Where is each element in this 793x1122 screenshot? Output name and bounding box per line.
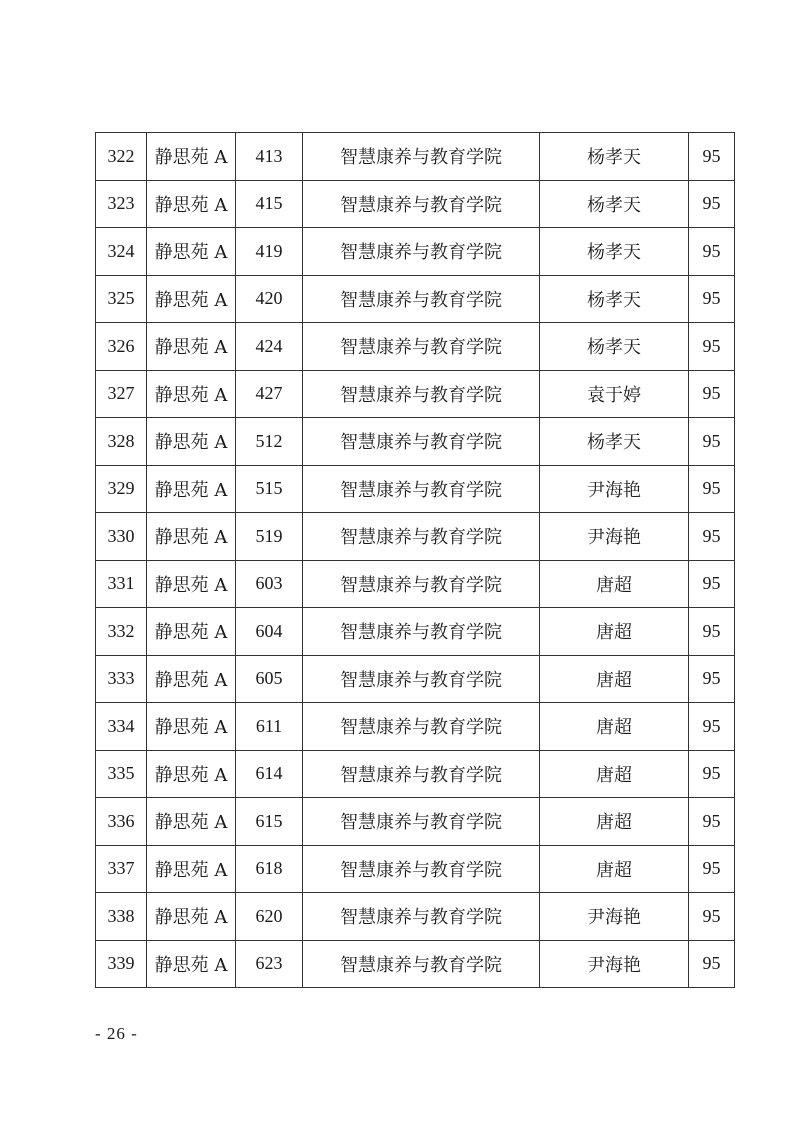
cell-college: 智慧康养与教育学院 xyxy=(303,228,540,276)
cell-counselor: 尹海艳 xyxy=(540,513,689,561)
table-row xyxy=(96,180,735,228)
cell-score: 95 xyxy=(689,750,735,798)
cell-building: 静思苑 A xyxy=(147,418,236,466)
cell-building: 静思苑 A xyxy=(147,370,236,418)
cell-serial-number: 328 xyxy=(96,418,147,466)
cell-room-number: 611 xyxy=(236,703,303,751)
cell-college: 智慧康养与教育学院 xyxy=(303,845,540,893)
cell-serial-number: 329 xyxy=(96,465,147,513)
cell-score: 95 xyxy=(689,180,735,228)
cell-building: 静思苑 A xyxy=(147,560,236,608)
cell-college: 智慧康养与教育学院 xyxy=(303,703,540,751)
cell-serial-number: 337 xyxy=(96,845,147,893)
cell-college: 智慧康养与教育学院 xyxy=(303,323,540,371)
cell-counselor: 唐超 xyxy=(540,845,689,893)
cell-room-number: 515 xyxy=(236,465,303,513)
cell-room-number: 413 xyxy=(236,133,303,181)
cell-room-number: 419 xyxy=(236,228,303,276)
cell-counselor: 杨孝天 xyxy=(540,323,689,371)
cell-score: 95 xyxy=(689,370,735,418)
cell-counselor: 杨孝天 xyxy=(540,133,689,181)
dormitory-score-table xyxy=(95,132,735,988)
cell-counselor: 杨孝天 xyxy=(540,275,689,323)
table-body xyxy=(96,133,735,988)
table-row xyxy=(96,940,735,988)
cell-room-number: 614 xyxy=(236,750,303,798)
cell-serial-number: 331 xyxy=(96,560,147,608)
cell-counselor: 杨孝天 xyxy=(540,418,689,466)
cell-counselor: 唐超 xyxy=(540,703,689,751)
cell-room-number: 605 xyxy=(236,655,303,703)
table-row xyxy=(96,418,735,466)
cell-room-number: 620 xyxy=(236,893,303,941)
cell-counselor: 尹海艳 xyxy=(540,465,689,513)
cell-building: 静思苑 A xyxy=(147,133,236,181)
cell-college: 智慧康养与教育学院 xyxy=(303,560,540,608)
cell-score: 95 xyxy=(689,940,735,988)
cell-room-number: 604 xyxy=(236,608,303,656)
cell-college: 智慧康养与教育学院 xyxy=(303,513,540,561)
cell-score: 95 xyxy=(689,655,735,703)
cell-college: 智慧康养与教育学院 xyxy=(303,180,540,228)
cell-room-number: 623 xyxy=(236,940,303,988)
cell-score: 95 xyxy=(689,893,735,941)
cell-serial-number: 335 xyxy=(96,750,147,798)
table-row xyxy=(96,370,735,418)
table-row xyxy=(96,608,735,656)
cell-serial-number: 336 xyxy=(96,798,147,846)
cell-building: 静思苑 A xyxy=(147,655,236,703)
cell-building: 静思苑 A xyxy=(147,703,236,751)
cell-room-number: 512 xyxy=(236,418,303,466)
cell-counselor: 杨孝天 xyxy=(540,228,689,276)
cell-counselor: 杨孝天 xyxy=(540,180,689,228)
cell-room-number: 618 xyxy=(236,845,303,893)
cell-serial-number: 327 xyxy=(96,370,147,418)
cell-college: 智慧康养与教育学院 xyxy=(303,798,540,846)
cell-building: 静思苑 A xyxy=(147,465,236,513)
cell-building: 静思苑 A xyxy=(147,513,236,561)
cell-serial-number: 322 xyxy=(96,133,147,181)
cell-serial-number: 332 xyxy=(96,608,147,656)
cell-college: 智慧康养与教育学院 xyxy=(303,893,540,941)
cell-room-number: 420 xyxy=(236,275,303,323)
cell-building: 静思苑 A xyxy=(147,275,236,323)
cell-college: 智慧康养与教育学院 xyxy=(303,275,540,323)
cell-counselor: 唐超 xyxy=(540,750,689,798)
cell-college: 智慧康养与教育学院 xyxy=(303,418,540,466)
table-row xyxy=(96,560,735,608)
cell-building: 静思苑 A xyxy=(147,608,236,656)
cell-counselor: 尹海艳 xyxy=(540,893,689,941)
table-row xyxy=(96,655,735,703)
table-row xyxy=(96,893,735,941)
cell-serial-number: 338 xyxy=(96,893,147,941)
cell-college: 智慧康养与教育学院 xyxy=(303,608,540,656)
cell-building: 静思苑 A xyxy=(147,845,236,893)
table-row xyxy=(96,513,735,561)
cell-score: 95 xyxy=(689,323,735,371)
cell-room-number: 519 xyxy=(236,513,303,561)
table-row xyxy=(96,845,735,893)
cell-score: 95 xyxy=(689,418,735,466)
cell-building: 静思苑 A xyxy=(147,323,236,371)
cell-serial-number: 324 xyxy=(96,228,147,276)
cell-counselor: 唐超 xyxy=(540,798,689,846)
cell-counselor: 袁于婷 xyxy=(540,370,689,418)
cell-building: 静思苑 A xyxy=(147,228,236,276)
cell-score: 95 xyxy=(689,845,735,893)
cell-building: 静思苑 A xyxy=(147,893,236,941)
cell-score: 95 xyxy=(689,275,735,323)
table-row xyxy=(96,703,735,751)
cell-score: 95 xyxy=(689,513,735,561)
cell-room-number: 415 xyxy=(236,180,303,228)
table-row xyxy=(96,323,735,371)
cell-room-number: 427 xyxy=(236,370,303,418)
cell-college: 智慧康养与教育学院 xyxy=(303,465,540,513)
cell-building: 静思苑 A xyxy=(147,798,236,846)
cell-building: 静思苑 A xyxy=(147,750,236,798)
cell-counselor: 尹海艳 xyxy=(540,940,689,988)
cell-college: 智慧康养与教育学院 xyxy=(303,940,540,988)
cell-serial-number: 325 xyxy=(96,275,147,323)
cell-college: 智慧康养与教育学院 xyxy=(303,750,540,798)
cell-serial-number: 323 xyxy=(96,180,147,228)
cell-score: 95 xyxy=(689,465,735,513)
table-row xyxy=(96,465,735,513)
cell-score: 95 xyxy=(689,228,735,276)
table-row xyxy=(96,798,735,846)
cell-college: 智慧康养与教育学院 xyxy=(303,133,540,181)
table-row xyxy=(96,750,735,798)
cell-room-number: 424 xyxy=(236,323,303,371)
cell-building: 静思苑 A xyxy=(147,180,236,228)
cell-room-number: 615 xyxy=(236,798,303,846)
table-row xyxy=(96,275,735,323)
cell-serial-number: 330 xyxy=(96,513,147,561)
cell-counselor: 唐超 xyxy=(540,608,689,656)
cell-score: 95 xyxy=(689,608,735,656)
cell-college: 智慧康养与教育学院 xyxy=(303,370,540,418)
cell-college: 智慧康养与教育学院 xyxy=(303,655,540,703)
page-number: - 26 - xyxy=(95,1024,138,1043)
table-row xyxy=(96,133,735,181)
cell-score: 95 xyxy=(689,798,735,846)
cell-score: 95 xyxy=(689,133,735,181)
cell-score: 95 xyxy=(689,703,735,751)
cell-building: 静思苑 A xyxy=(147,940,236,988)
cell-serial-number: 339 xyxy=(96,940,147,988)
cell-serial-number: 333 xyxy=(96,655,147,703)
cell-counselor: 唐超 xyxy=(540,655,689,703)
cell-counselor: 唐超 xyxy=(540,560,689,608)
cell-score: 95 xyxy=(689,560,735,608)
cell-room-number: 603 xyxy=(236,560,303,608)
cell-serial-number: 334 xyxy=(96,703,147,751)
table-row xyxy=(96,228,735,276)
cell-serial-number: 326 xyxy=(96,323,147,371)
